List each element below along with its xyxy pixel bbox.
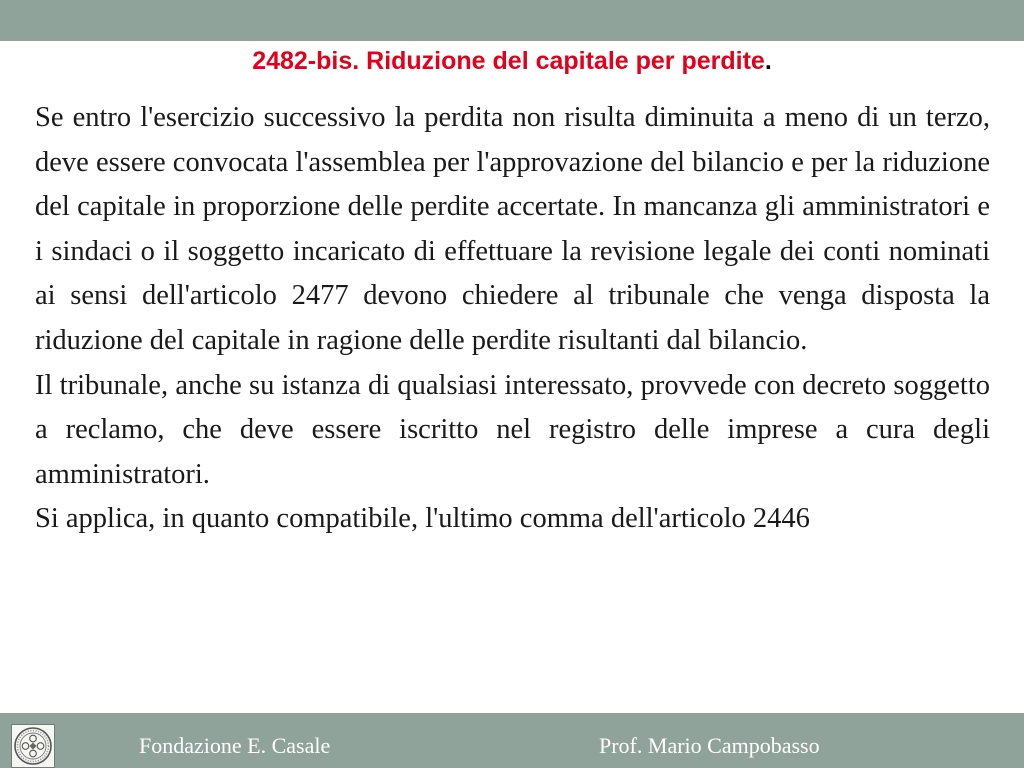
slide-title-text: 2482-bis. Riduzione del capitale per perdite	[252, 47, 765, 75]
paragraph-3: Si applica, in quanto compatibile, l'ultimo comma dell'articolo 2446	[35, 503, 810, 535]
footer-author: Prof. Mario Campobasso	[599, 733, 820, 758]
footer-organization: Fondazione E. Casale	[139, 733, 331, 758]
footer-bar	[0, 713, 1024, 768]
slide-body	[35, 96, 990, 542]
paragraph-2: Il tribunale, anche su istanza di qualsiasi interessato, provvede con decreto soggetto a reclamo, che deve essere iscritto nel registro delle imprese a cura degli amministratori.	[35, 369, 990, 490]
paragraph-1: Se entro l'esercizio successivo la perdita non risulta diminuita a meno di un terzo, deve essere convocata l'assemblea per l'approvazione del bilancio e per la riduzione del capitale in proporzione delle perdite accertate. In mancanza gli amministratori e i sindaci o il soggetto incaricato di effettuare la revisione legale dei conti nominati ai sensi dell'articolo 2477 devono chiedere al tribunale che venga disposta la riduzione del capitale in ragione delle perdite risultanti dal bilancio.	[35, 102, 990, 356]
slide-title-dot: .	[764, 47, 772, 75]
seal-icon	[11, 724, 55, 768]
top-bar	[0, 0, 1024, 41]
slide-title	[0, 44, 1024, 78]
